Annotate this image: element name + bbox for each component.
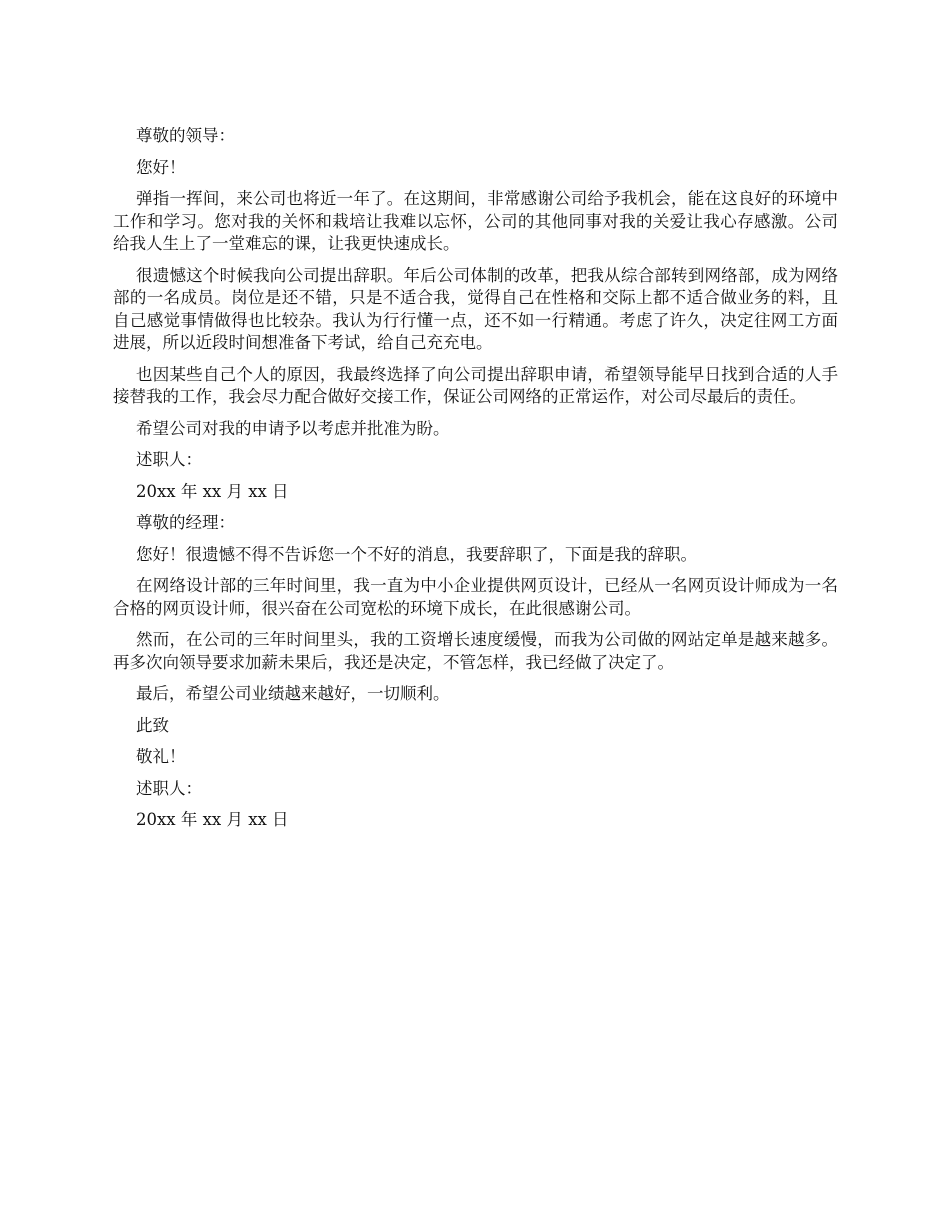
letter2-closing-1: 此致 (136, 715, 169, 735)
letter2-paragraph-1: 您好！很遗憾不得不告诉您一个不好的消息，我要辞职了，下面是我的辞职。 (136, 544, 697, 564)
letter2-paragraph-4: 最后，希望公司业绩越来越好，一切顺利。 (136, 684, 450, 703)
letter2-date: 20xx 年 xx 月 xx 日 (136, 810, 289, 829)
letter1-paragraph-3: 也因某些自己个人的原因，我最终选择了向公司提出辞职申请，希望领导能早日找到合适的人手接替我的工作，我会尽力配合做好交接工作，保证公司网络的正常运作，对公司尽最后的责任。 (113, 364, 838, 406)
letter1-salutation: 尊敬的领导： (136, 126, 235, 145)
letter2-salutation: 尊敬的经理： (136, 513, 235, 532)
letter1-greeting: 您好！ (136, 157, 186, 177)
letter1-signer: 述职人： (136, 450, 202, 469)
letter1-paragraph-2: 很遗憾这个时候我向公司提出辞职。年后公司体制的改革，把我从综合部转到网络部，成为网络部的一名成员。岗位是还不错，只是不适合我，觉得自己在性格和交际上都不适合做业务的料，且自己感觉事情做得也比较杂。我认为行行懂一点，还不如一行精通。考虑了许久，决定往网工方面进展，所以近段时间想准备下考试，给自己充充电。 (113, 265, 838, 352)
letter1-paragraph-1: 弹指一挥间，来公司也将近一年了。在这期间，非常感谢公司给予我机会，能在这良好的环境中工作和学习。您对我的关怀和栽培让我难以忘怀，公司的其他同事对我的关爱让我心存感激。公司给我人生上了一堂难忘的课，让我更快速成长。 (113, 189, 838, 253)
letter2-paragraph-2: 在网络设计部的三年时间里，我一直为中小企业提供网页设计，已经从一名网页设计师成为一名合格的网页设计师，很兴奋在公司宽松的环境下成长，在此很感谢公司。 (113, 576, 838, 618)
letter1-date: 20xx 年 xx 月 xx 日 (136, 481, 289, 501)
letter1-paragraph-4: 希望公司对我的申请予以考虑并批准为盼。 (136, 418, 450, 438)
letter2-paragraph-3: 然而，在公司的三年时间里头，我的工资增长速度缓慢，而我为公司做的网站定单是越来越多。再多次向领导要求加薪未果后，我还是决定，不管怎样，我已经做了决定了。 (113, 630, 838, 672)
letter2-signer: 述职人： (136, 778, 202, 798)
letter2-closing-2: 敬礼！ (136, 747, 186, 766)
document-page (113, 125, 838, 841)
